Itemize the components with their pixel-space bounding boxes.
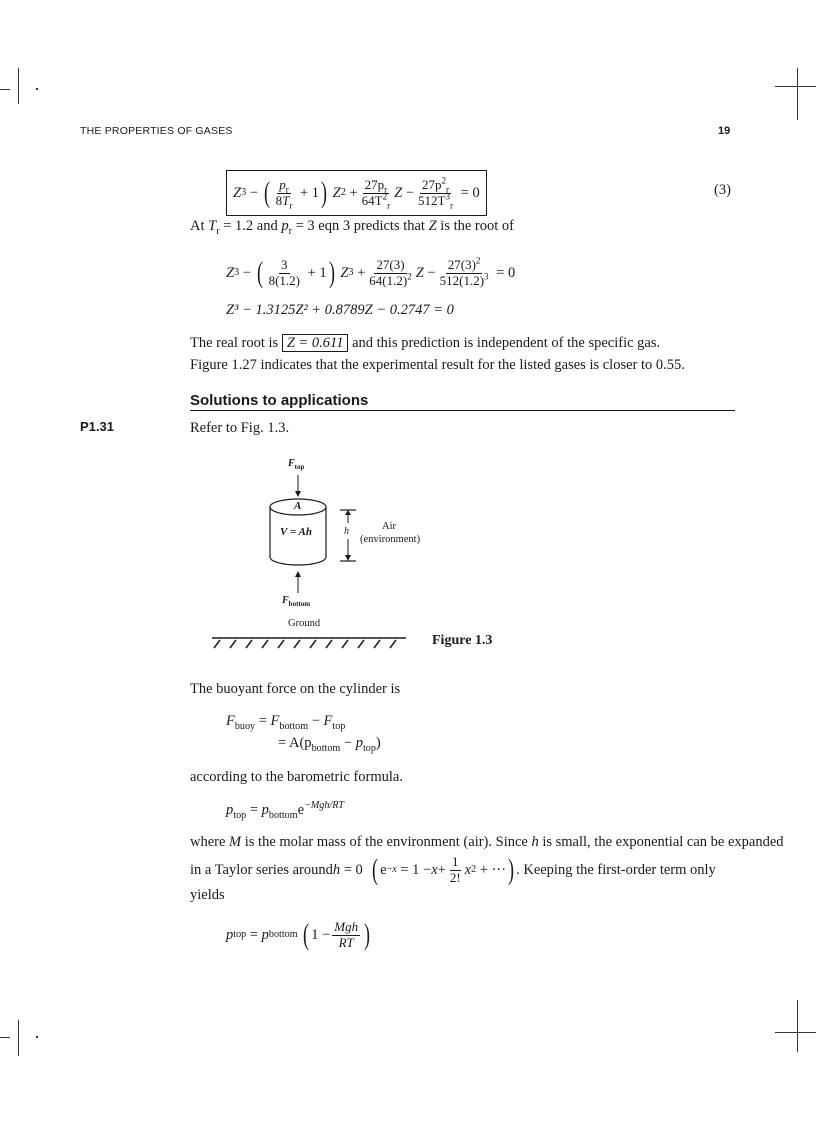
at-line: At $T_r = 1.2$ and $p_r = 3$ eqn 3 predicts that Z is the root of — [190, 218, 514, 237]
eq-z: Z — [233, 184, 242, 201]
figure-note: Figure 1.27 indicates that the experimental result for the listed gases is closer to 0.55. — [190, 357, 685, 373]
boxed-equation: Z 3 − ( $\frac{p_r}{8T_r}$ + 1 ) Z 2 + $\frac{27p_r}{64T^2_r}$ Z − $\frac{27p^2_r}{512T^3_r}$ = 0 — [226, 170, 487, 216]
real-root-line: The real root is Z = 0.611 and this prediction is independent of the specific gas. — [190, 335, 661, 351]
figure-1-3 — [210, 455, 510, 655]
ptop-first-order: p top = p bottom ( 1 − $\frac{\text{Mgh}}{RT}$ ) — [226, 918, 371, 952]
running-title: THE PROPERTIES OF GASES — [80, 125, 233, 137]
f-top-label: $F_{top}$ — [288, 458, 305, 471]
coef-b-den: 512T — [418, 192, 446, 208]
taylor-line: in a Taylor series around h = 0 ( e −x = 1 − x + $\frac{1}{2!}$ x 2 + ··· ) . Keeping the first-order term only — [190, 853, 716, 886]
fbuoy-equation-2: = $A(p_{bottom} - p_{top})$ — [278, 735, 381, 754]
molar-mass-line: where M is the molar mass of the environment (air). Since h is small, the exponential can be expanded — [190, 834, 784, 850]
volume-label: V = Ah — [280, 526, 312, 538]
eq-rhs: = 0 — [460, 184, 480, 201]
environment-label: (environment) — [360, 534, 421, 545]
ground-label: Ground — [288, 618, 321, 629]
air-label: Air — [382, 521, 396, 532]
yields-text: yields — [190, 887, 225, 903]
section-heading: Solutions to applications — [190, 392, 369, 409]
problem-text: Refer to Fig. 1.3. — [190, 420, 290, 436]
coef-a-num: 27p — [364, 176, 385, 192]
real-root-box: Z = 0.611 — [282, 334, 349, 352]
problem-label: P1.31 — [80, 419, 114, 434]
numeric-equation-2: Z³ − 1.3125Z² + 0.8789Z − 0.2747 = 0 — [226, 302, 454, 318]
coef-a-den: 64T — [361, 192, 383, 208]
figure-caption: Figure 1.3 — [432, 633, 493, 648]
ptop-equation: $p_{top} = p_{bottom}e^{-Mgh/RT}$ — [226, 800, 345, 821]
coef-b-num: 27p — [422, 176, 442, 192]
numeric-equation-1: Z 3 − ( $\frac{3}{8(1.2)}$ + 1 ) Z 3 + $\frac{27(3)}{64(1.2)^2}$ Z − $\frac{27(3)^2}{512(1.2)^3}$ = 0 — [226, 255, 516, 290]
equation-label: (3) — [714, 182, 731, 198]
cylinder-diagram — [210, 455, 510, 655]
fbuoy-equation-1: $F_{buoy} = F_{bottom} - F_{top}$ — [226, 713, 346, 732]
area-label: A — [294, 500, 302, 512]
barometric-note: according to the barometric formula. — [190, 769, 403, 785]
f-bottom-label: $F_{bottom}$ — [282, 595, 311, 608]
buoyant-intro: The buoyant force on the cylinder is — [190, 681, 401, 697]
height-label: h — [344, 526, 349, 537]
page-number: 19 — [718, 125, 731, 137]
section-rule — [190, 410, 735, 411]
